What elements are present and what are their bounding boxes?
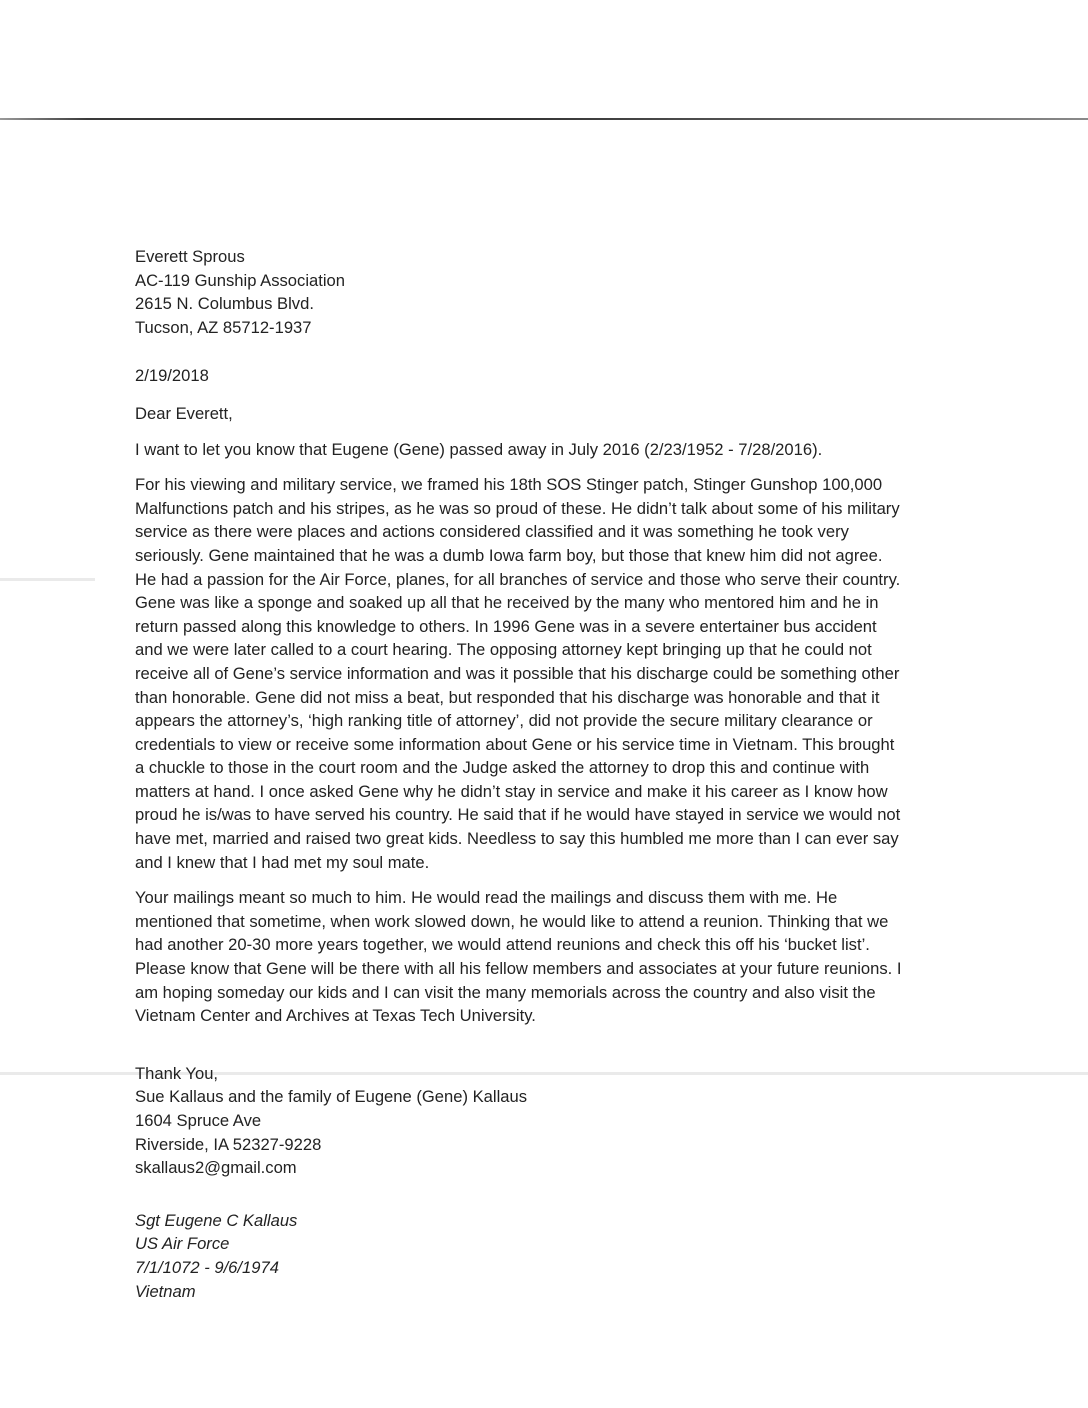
paragraph-line: appears the attorney’s, ‘high ranking title of attorney’, did not provide the secure military clearance or bbox=[135, 711, 873, 731]
paragraph-line: mentioned that sometime, when work slowed down, he would like to attend a reunion. Thinking that we bbox=[135, 911, 889, 931]
service-location: Vietnam bbox=[135, 1281, 196, 1301]
sender-street: 1604 Spruce Ave bbox=[135, 1111, 262, 1130]
service-branch: US Air Force bbox=[135, 1234, 230, 1254]
paragraph-line: had another 20-30 more years together, we would attend reunions and check this off his ‘bucket list’. bbox=[135, 935, 870, 955]
service-block bbox=[135, 1209, 985, 1303]
service-dates: 7/1/1072 - 9/6/1974 bbox=[135, 1257, 279, 1277]
paragraph-line: return passed along this knowledge to others. In 1996 Gene was in a severe entertainer bus accident bbox=[135, 616, 877, 636]
paragraph-line: proud he is/was to have served his country. He said that if he would have stayed in service we would not bbox=[135, 805, 901, 825]
scan-top-rule bbox=[0, 118, 1088, 120]
paragraph-line: and we were later called to a court hearing. The opposing attorney kept bringing up that he could not bbox=[135, 640, 872, 660]
paragraph-line: Malfunctions patch and his stripes, as he was so proud of these. He didn’t talk about some of his military bbox=[135, 498, 900, 518]
paragraph-line: seriously. Gene maintained that he was a dumb Iowa farm boy, but those that knew him did not agree. bbox=[135, 545, 883, 565]
paragraph-line: matters at hand. I once asked Gene why he didn’t stay in service and make it his career as I know how bbox=[135, 781, 888, 801]
scan-ghost-line bbox=[0, 578, 95, 581]
paragraph-line: am hoping someday our kids and I can visit the many memorials across the country and also visit the bbox=[135, 982, 876, 1002]
recipient-organization: AC-119 Gunship Association bbox=[135, 270, 345, 290]
paragraph-line: service as there were places and actions considered classified and it was something he took very bbox=[135, 522, 849, 542]
paragraph-line: than honorable. Gene did not miss a beat, but responded that his discharge was honorable and that it bbox=[135, 687, 880, 707]
paragraph-line: credentials to view or receive some information about Gene or his service time in Vietnam. This brought bbox=[135, 734, 895, 754]
recipient-address bbox=[135, 245, 985, 339]
paragraph-line: Gene was like a sponge and soaked up all that he received by the many who mentored him and he in bbox=[135, 593, 879, 613]
paragraph-3 bbox=[135, 886, 985, 1028]
paragraph-line: a chuckle to those in the court room and the Judge asked the attorney to drop this and continue with bbox=[135, 758, 870, 778]
sender-name: Sue Kallaus and the family of Eugene (Gene) Kallaus bbox=[135, 1087, 528, 1107]
recipient-city: Tucson, AZ 85712-1937 bbox=[135, 317, 312, 337]
paragraph-line: I want to let you know that Eugene (Gene) passed away in July 2016 (2/23/1952 - 7/28/2016). bbox=[135, 439, 823, 459]
service-name: Sgt Eugene C Kallaus bbox=[135, 1210, 298, 1230]
paragraph-2 bbox=[135, 473, 985, 874]
paragraph-line: and I knew that I had met my soul mate. bbox=[135, 852, 430, 872]
paragraph-line: For his viewing and military service, we framed his 18th SOS Stinger patch, Stinger Gunshop 100,000 bbox=[135, 475, 883, 495]
letter-body bbox=[135, 245, 985, 1303]
paragraph-line: He had a passion for the Air Force, planes, for all branches of service and those who serve their country. bbox=[135, 569, 901, 589]
paragraph-line: Your mailings meant so much to him. He would read the mailings and discuss them with me. He bbox=[135, 888, 838, 908]
closing: Thank You, bbox=[135, 1063, 219, 1083]
letter-date: 2/19/2018 bbox=[135, 366, 209, 386]
recipient-name: Everett Sprous bbox=[135, 247, 245, 266]
paragraph-line: receive all of Gene’s service information and was it possible that his discharge could be something other bbox=[135, 663, 900, 683]
recipient-street: 2615 N. Columbus Blvd. bbox=[135, 294, 314, 314]
paragraph-line: have met, married and raised two great kids. Needless to say this humbled me more than I can ever say bbox=[135, 829, 899, 849]
salutation: Dear Everett, bbox=[135, 403, 233, 423]
paragraph-line: Vietnam Center and Archives at Texas Tech University. bbox=[135, 1006, 536, 1026]
paragraph-line: Please know that Gene will be there with all his fellow members and associates at your future reunions. I bbox=[135, 959, 902, 979]
closing-block bbox=[135, 1062, 985, 1180]
sender-city: Riverside, IA 52327-9228 bbox=[135, 1134, 322, 1154]
paragraph-1 bbox=[135, 438, 985, 462]
sender-email: skallaus2@gmail.com bbox=[135, 1158, 297, 1178]
